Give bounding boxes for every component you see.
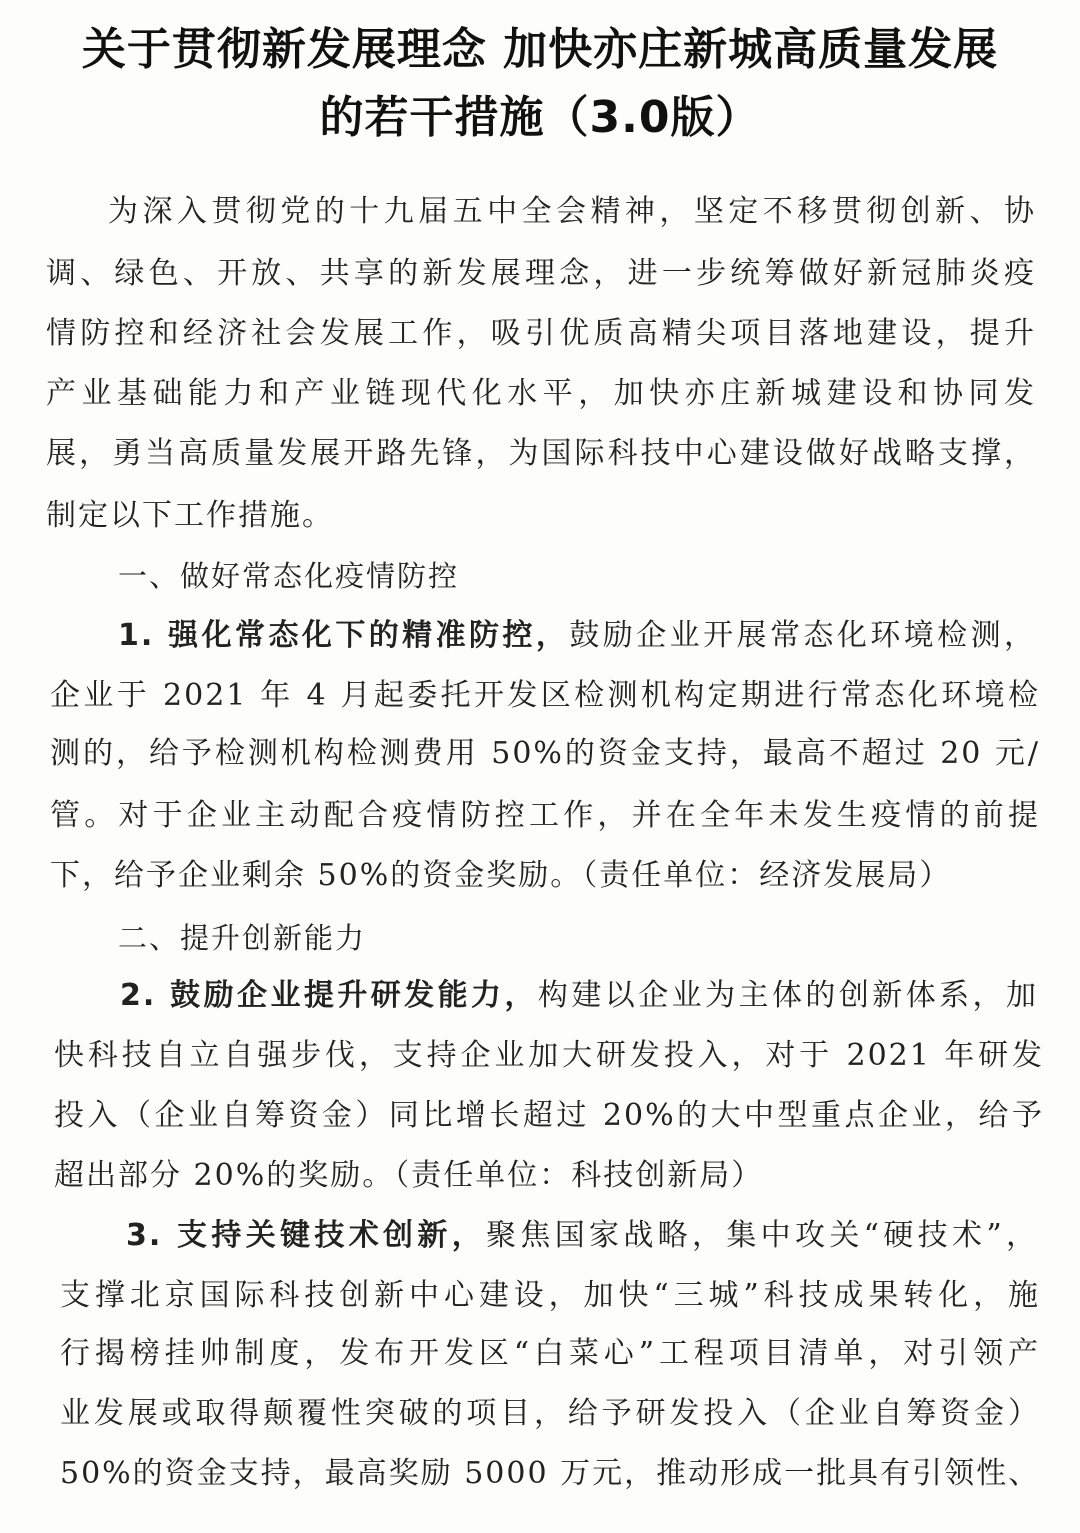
intro-line: 情防控和经济社会发展工作，吸引优质高精尖项目落地建设，提升: [46, 316, 1036, 351]
item-2-line: 投入（企业自筹资金）同比增长超过 20%的大中型重点企业，给予: [54, 1098, 1044, 1133]
item-2-text: 构建以企业为主体的创新体系，加: [537, 978, 1038, 1013]
item-2-line: 快科技自立自强步伐，支持企业加大研发投入，对于 2021 年研发: [54, 1038, 1044, 1073]
item-1-text: 鼓励企业开展常态化环境检测，: [569, 618, 1036, 653]
item-3-line: 行揭榜挂帅制度，发布开发区“白菜心”工程项目清单，对引领产: [60, 1336, 1040, 1371]
item-3-first-line: [126, 1216, 1038, 1256]
intro-line: 展，勇当高质量发展开路先锋，为国际科技中心建设做好战略支撑，: [46, 436, 1036, 471]
item-3-text: 聚焦国家战略，集中攻关“硬技术”，: [486, 1218, 1038, 1253]
intro-line: 为深入贯彻党的十九届五中全会精神，坚定不移贯彻创新、协: [108, 194, 1036, 229]
item-1-first-line: [118, 616, 1036, 656]
intro-line: 产业基础能力和产业链现代化水平，加快亦庄新城建设和协同发: [46, 376, 1036, 411]
section-1-heading: 一、做好常态化疫情防控: [118, 559, 460, 593]
item-3-line: 50%的资金支持，最高奖励 5000 万元，推动形成一批具有引领性、: [60, 1456, 1041, 1491]
item-1-line: 下，给予企业剩余 50%的资金奖励。（责任单位：经济发展局）: [50, 858, 952, 893]
item-3-line: 支撑北京国际科技创新中心建设，加快“三城”科技成果转化，施: [60, 1278, 1040, 1313]
item-1-line: 企业于 2021 年 4 月起委托开发区检测机构定期进行常态化环境检: [50, 678, 1040, 713]
document-title-line-2: 的若干措施（3.0版）: [319, 92, 761, 143]
intro-line: 调、绿色、开放、共享的新发展理念，进一步统筹做好新冠肺炎疫: [46, 256, 1036, 291]
item-1-line: 管。对于企业主动配合疫情防控工作，并在全年未发生疫情的前提: [50, 798, 1040, 833]
intro-line: 制定以下工作措施。: [46, 498, 334, 533]
item-3-line: 业发展或取得颠覆性突破的项目，给予研发投入（企业自筹资金）: [60, 1396, 1040, 1431]
item-2-first-line: [120, 976, 1038, 1016]
item-1-title: 1. 强化常态化下的精准防控，: [118, 618, 570, 653]
item-2-line: 超出部分 20%的奖励。（责任单位：科技创新局）: [54, 1158, 764, 1193]
item-1-line: 测的，给予检测机构检测费用 50%的资金支持，最高不超过 20 元/: [50, 736, 1040, 771]
section-2-heading: 二、提升创新能力: [118, 921, 367, 955]
item-2-title: 2. 鼓励企业提升研发能力，: [120, 978, 538, 1013]
document-title-line-1: 关于贯彻新发展理念 加快亦庄新城高质量发展: [81, 24, 999, 75]
item-3-title: 3. 支持关键技术创新，: [126, 1218, 487, 1253]
